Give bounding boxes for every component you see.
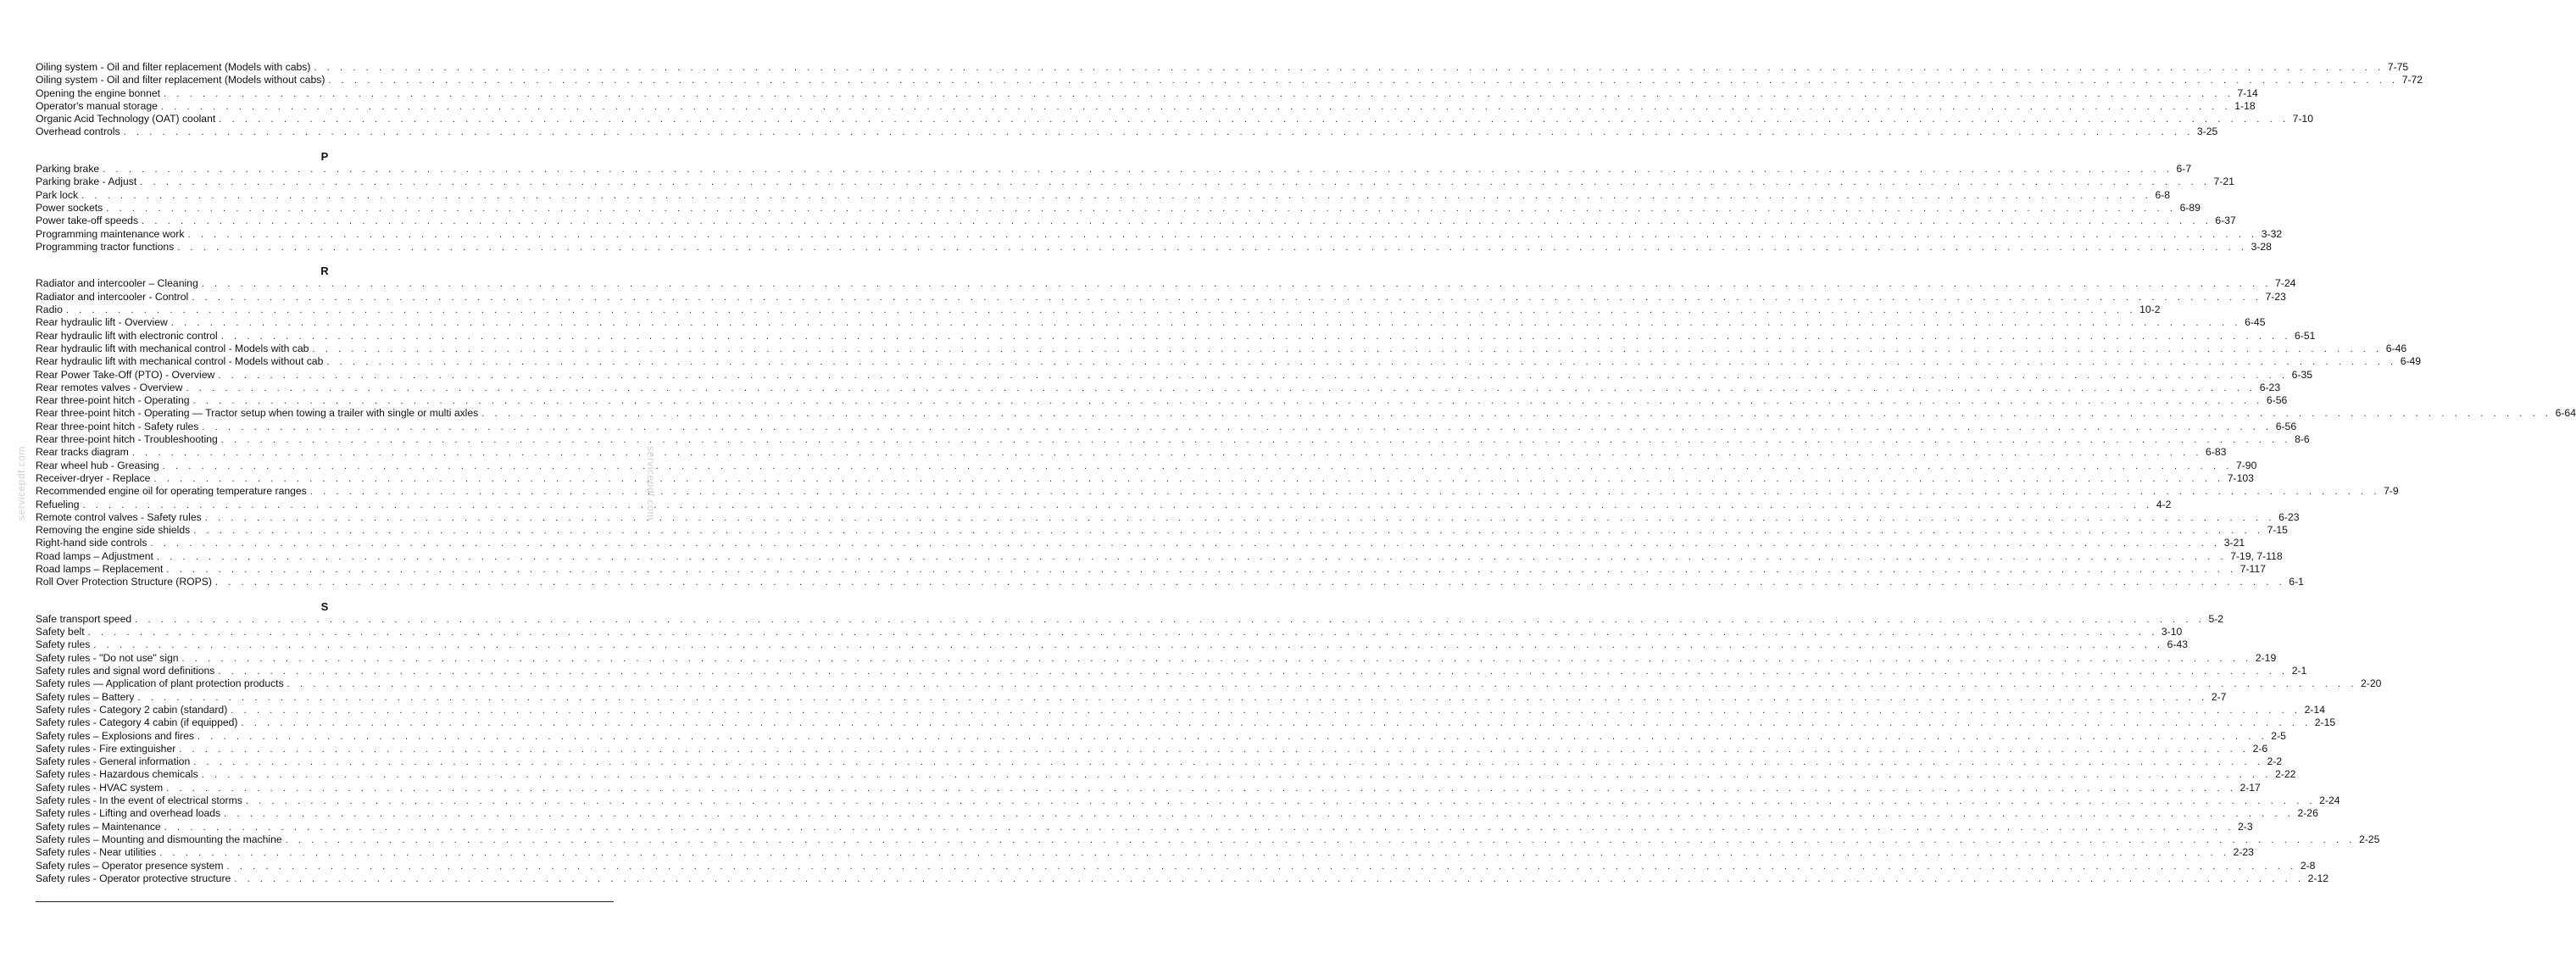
dot-leader: . . . . . . . . . . . . . . . . . . . . . . . . . . . . . . . . . . . . . . . . . . . . . . . . . . . . . . . . . . . . . . . . . . . . . . . . . . . . . . . . . . . . . . . . . . . . . . . . . . . . . . . . . . . . . . . . . . . . . . . . . . . . . . . . . . . . . . . . . . . . . . . . . . . . . . . . . . . . . . . .: [314, 63, 2384, 73]
entry-title: Refueling: [36, 498, 80, 510]
entry-title: Safety rules — Application of plant protection products: [36, 677, 284, 690]
index-entry[interactable]: [36, 86, 2258, 100]
index-entry[interactable]: [36, 651, 2277, 665]
index-section: [36, 149, 2283, 254]
dot-leader: . . . . . . . . . . . . . . . . . . . . . . . . . . . . . . . . . . . . . . . . . . . . . . . . . . . . . . . . . . . . . . . . . . . . . . . . . . . . . . . . . . . . . . . . . . . . . . . . . . . . . . . . . . . . . . . . . . . . . . . . . . . . . . . . . . . . . . . . . . . . . . . . . . . . . . . . . . . . . . . .: [153, 473, 2224, 484]
entry-title: Rear hydraulic lift with mechanical control - Models without cab: [36, 355, 324, 368]
entry-title: Remote control valves - Safety rules: [36, 510, 202, 523]
index-entry[interactable]: [36, 277, 2296, 290]
entry-page-number: 6-7: [2176, 163, 2192, 176]
entry-page-number: 7-9: [2384, 485, 2399, 498]
entry-page-number: 2-20: [2360, 677, 2382, 690]
entry-title: Rear three-point hitch - Troubleshooting: [36, 433, 218, 446]
dot-leader: . . . . . . . . . . . . . . . . . . . . . . . . . . . . . . . . . . . . . . . . . . . . . . . . . . . . . . . . . . . . . . . . . . . . . . . . . . . . . . . . . . . . . . . . . . . . . . . . . . . . . . . . . . . . . . . . . . . . . . . . . . . . . . . . . . . . . . . . . . . . . . . . . . . . . . . . . . . . . . . .: [164, 88, 2234, 99]
dot-leader: . . . . . . . . . . . . . . . . . . . . . . . . . . . . . . . . . . . . . . . . . . . . . . . . . . . . . . . . . . . . . . . . . . . . . . . . . . . . . . . . . . . . . . . . . . . . . . . . . . . . . . . . . . . . . . . . . . . . . . . . . . . . . . . . . . . . . . . . . . . . . . . . . . . . . . . . . . . . . . . .: [192, 292, 2262, 303]
dot-leader: . . . . . . . . . . . . . . . . . . . . . . . . . . . . . . . . . . . . . . . . . . . . . . . . . . . . . . . . . . . . . . . . . . . . . . . . . . . . . . . . . . . . . . . . . . . . . . . . . . . . . . . . . . . . . . . . . . . . . . . . . . . . . . . . . . . . . . . . . . . . . . . . . . . . . . . . . . . . . . . .: [234, 873, 2305, 884]
entry-page-number: 3-21: [2223, 537, 2245, 549]
dot-leader: . . . . . . . . . . . . . . . . . . . . . . . . . . . . . . . . . . . . . . . . . . . . . . . . . . . . . . . . . . . . . . . . . . . . . . . . . . . . . . . . . . . . . . . . . . . . . . . . . . . . . . . . . . . . . . . . . . . . . . . . . . . . . . . . . . . . . . . . . . . . . . . . . . . . . . . . . . . . . . . .: [197, 731, 2268, 742]
entry-page-number: 3-10: [2161, 626, 2183, 638]
dot-leader: . . . . . . . . . . . . . . . . . . . . . . . . . . . . . . . . . . . . . . . . . . . . . . . . . . . . . . . . . . . . . . . . . . . . . . . . . . . . . . . . . . . . . . . . . . . . . . . . . . . . . . . . . . . . . . . . . . . . . . . . . . . . . . . . . . . . . . . . . . . . . . . . . . . . . . . . . . . . . . . .: [326, 357, 2397, 368]
entry-title: Safety belt: [36, 626, 85, 638]
index-entry[interactable]: [36, 316, 2266, 329]
index-entry[interactable]: [36, 304, 2161, 316]
entry-title: Safety rules – Mounting and dismounting the machine: [36, 833, 282, 845]
entry-title: Road lamps – Replacement: [36, 562, 164, 575]
entry-title: Safety rules - Hazardous chemicals: [36, 768, 198, 781]
index-entry[interactable]: [36, 368, 2313, 382]
index-entry[interactable]: [36, 703, 2325, 716]
index-section: [36, 61, 2423, 139]
entry-page-number: 2-12: [2307, 872, 2329, 884]
dot-leader: . . . . . . . . . . . . . . . . . . . . . . . . . . . . . . . . . . . . . . . . . . . . . . . . . . . . . . . . . . . . . . . . . . . . . . . . . . . . . . . . . . . . . . . . . . . . . . . . . . . . . . . . . . . . . . . . . . . . . . . . . . . . . . . . . . . . . . . . . . . . . . . . . . . . . . . . . . . . . . . .: [164, 822, 2235, 833]
index-entry[interactable]: [36, 99, 2256, 113]
entry-title: Power sockets: [36, 201, 103, 214]
index-entry[interactable]: [36, 716, 2336, 729]
entry-title: Parking brake: [36, 163, 100, 176]
index-entry[interactable]: [36, 485, 2399, 498]
dot-leader: . . . . . . . . . . . . . . . . . . . . . . . . . . . . . . . . . . . . . . . . . . . . . . . . . . . . . . . . . . . . . . . . . . . . . . . . . . . . . . . . . . . . . . . . . . . . . . . . . . . . . . . . . . . . . . . . . . . . . . . . . . . . . . . . . . . . . . . . . . . . . . . . . . . . . . . . . . . . . . . .: [181, 653, 2252, 664]
index-entry[interactable]: [36, 61, 2409, 74]
index-entry[interactable]: [36, 729, 2286, 743]
index-entry[interactable]: [36, 562, 2266, 576]
entry-title: Radio: [36, 304, 63, 316]
dot-leader: . . . . . . . . . . . . . . . . . . . . . . . . . . . . . . . . . . . . . . . . . . . . . . . . . . . . . . . . . . . . . . . . . . . . . . . . . . . . . . . . . . . . . . . . . . . . . . . . . . . . . . . . . . . . . . . . . . . . . . . . . . . . . . . . . . . . . . . . . . . . . . . . . . . . . . . . . . . . . . . .: [231, 705, 2301, 716]
dot-leader: . . . . . . . . . . . . . . . . . . . . . . . . . . . . . . . . . . . . . . . . . . . . . . . . . . . . . . . . . . . . . . . . . . . . . . . . . . . . . . . . . . . . . . . . . . . . . . . . . . . . . . . . . . . . . . . . . . . . . . . . . . . . . . . . . . . . . . . . . . . . . . . . . . . . . . . . . . . . . . . .: [201, 770, 2273, 781]
entry-title: Safety rules – Battery: [36, 690, 135, 703]
index-entry[interactable]: [36, 188, 2171, 202]
entry-title: Rear three-point hitch - Operating: [36, 394, 190, 407]
entry-page-number: 7-21: [2213, 176, 2234, 188]
index-entry[interactable]: [36, 342, 2407, 355]
entry-page-number: 6-23: [2259, 381, 2281, 393]
entry-page-number: 2-2: [2267, 755, 2283, 768]
dot-leader: . . . . . . . . . . . . . . . . . . . . . . . . . . . . . . . . . . . . . . . . . . . . . . . . . . . . . . . . . . . . . . . . . . . . . . . . . . . . . . . . . . . . . . . . . . . . . . . . . . . . . . . . . . . . . . . . . . . . . . . . . . . . . . . . . . . . . . . . . . . . . . . . . . . . . . . . . . . . . . . .: [156, 551, 2228, 562]
entry-title: Recommended engine oil for operating temperature ranges: [36, 485, 307, 498]
entry-page-number: 6-64: [2555, 407, 2576, 420]
entry-page-number: 2-17: [2239, 781, 2261, 794]
entry-page-number: 4-2: [2156, 498, 2172, 510]
index-entry[interactable]: [36, 665, 2307, 677]
entry-page-number: 5-2: [2208, 612, 2224, 625]
entry-page-number: 7-14: [2237, 86, 2258, 99]
entry-title: Safety rules - Fire extinguisher: [36, 742, 176, 755]
entry-page-number: 2-23: [2233, 846, 2254, 859]
entry-page-number: 3-32: [2261, 227, 2283, 240]
entry-title: Radiator and intercooler - Control: [36, 290, 189, 303]
dot-leader: . . . . . . . . . . . . . . . . . . . . . . . . . . . . . . . . . . . . . . . . . . . . . . . . . . . . . . . . . . . . . . . . . . . . . . . . . . . . . . . . . . . . . . . . . . . . . . . . . . . . . . . . . . . . . . . . . . . . . . . . . . . . . . . . . . . . . . . . . . . . . . . . . . . . . . . . . . . . . . . .: [131, 448, 2203, 459]
entry-title: Park lock: [36, 188, 79, 201]
index-entry[interactable]: [36, 576, 2304, 588]
entry-title: Safety rules – Maintenance: [36, 820, 161, 833]
dot-leader: . . . . . . . . . . . . . . . . . . . . . . . . . . . . . . . . . . . . . . . . . . . . . . . . . . . . . . . . . . . . . . . . . . . . . . . . . . . . . . . . . . . . . . . . . . . . . . . . . . . . . . . . . . . . . . . . . . . . . . . . . . . . . . . . . . . . . . . . . . . . . . . . . . . . . . . . . . . . . . . .: [123, 127, 2194, 138]
dot-leader: . . . . . . . . . . . . . . . . . . . . . . . . . . . . . . . . . . . . . . . . . . . . . . . . . . . . . . . . . . . . . . . . . . . . . . . . . . . . . . . . . . . . . . . . . . . . . . . . . . . . . . . . . . . . . . . . . . . . . . . . . . . . . . . . . . . . . . . . . . . . . . . . . . . . . . . . . . . . . . . .: [179, 744, 2250, 755]
index-entry[interactable]: [36, 820, 2253, 833]
index-entry[interactable]: [36, 833, 2380, 846]
entry-title: Safety rules - General information: [36, 755, 191, 768]
entry-page-number: 2-22: [2275, 768, 2296, 781]
entry-page-number: 6-56: [2266, 394, 2288, 407]
entry-title: Operator's manual storage: [36, 99, 158, 112]
dot-leader: . . . . . . . . . . . . . . . . . . . . . . . . . . . . . . . . . . . . . . . . . . . . . . . . . . . . . . . . . . . . . . . . . . . . . . . . . . . . . . . . . . . . . . . . . . . . . . . . . . . . . . . . . . . . . . . . . . . . . . . . . . . . . . . . . . . . . . . . . . . . . . . . . . . . . . . . . . . . . . . .: [187, 229, 2258, 240]
section-letter: R: [320, 265, 329, 278]
dot-leader: . . . . . . . . . . . . . . . . . . . . . . . . . . . . . . . . . . . . . . . . . . . . . . . . . . . . . . . . . . . . . . . . . . . . . . . . . . . . . . . . . . . . . . . . . . . . . . . . . . . . . . . . . . . . . . . . . . . . . . . . . . . . . . . . . . . . . . . . . . . . . . . . . . . . . . . . . . . . . . . .: [150, 538, 2221, 549]
watermark-left: servicepdf.com: [15, 446, 27, 521]
index-entry[interactable]: [36, 612, 2224, 626]
entry-title: Rear remotes valves - Overview: [36, 381, 183, 393]
dot-leader: . . . . . . . . . . . . . . . . . . . . . . . . . . . . . . . . . . . . . . . . . . . . . . . . . . . . . . . . . . . . . . . . . . . . . . . . . . . . . . . . . . . . . . . . . . . . . . . . . . . . . . . . . . . . . . . . . . . . . . . . . . . . . . . . . . . . . . . . . . . . . . . . . . . . . . . . . . . . . . . .: [186, 382, 2256, 393]
entry-page-number: 1-18: [2234, 99, 2256, 112]
index-entry[interactable]: [36, 459, 2257, 472]
dot-leader: . . . . . . . . . . . . . . . . . . . . . . . . . . . . . . . . . . . . . . . . . . . . . . . . . . . . . . . . . . . . . . . . . . . . . . . . . . . . . . . . . . . . . . . . . . . . . . . . . . . . . . . . . . . . . . . . . . . . . . . . . . . . . . . . . . . . . . . . . . . . . . . . . . . . . . . . . . . . . . . .: [160, 101, 2232, 112]
index-entry[interactable]: [36, 510, 2300, 524]
entry-title: Safe transport speed: [36, 612, 132, 625]
entry-page-number: 6-45: [2245, 316, 2266, 329]
entry-page-number: 2-26: [2297, 807, 2318, 820]
dot-leader: . . . . . . . . . . . . . . . . . . . . . . . . . . . . . . . . . . . . . . . . . . . . . . . . . . . . . . . . . . . . . . . . . . . . . . . . . . . . . . . . . . . . . . . . . . . . . . . . . . . . . . . . . . . . . . . . . . . . . . . . . . . . . . . . . . . . . . . . . . . . . . . . . . . . . . . . . . . . . . . .: [87, 627, 2158, 638]
entry-title: Rear three-point hitch - Operating — Tractor setup when towing a trailer with single or multi axles: [36, 407, 479, 420]
dot-leader: . . . . . . . . . . . . . . . . . . . . . . . . . . . . . . . . . . . . . . . . . . . . . . . . . . . . . . . . . . . . . . . . . . . . . . . . . . . . . . . . . . . . . . . . . . . . . . . . . . . . . . . . . . . . . . . . . . . . . . . . . . . . . . . . . . . . . . . . . . . . . . . . . . . . . . . . . . . . . . . .: [201, 279, 2273, 290]
dot-leader: . . . . . . . . . . . . . . . . . . . . . . . . . . . . . . . . . . . . . . . . . . . . . . . . . . . . . . . . . . . . . . . . . . . . . . . . . . . . . . . . . . . . . . . . . . . . . . . . . . . . . . . . . . . . . . . . . . . . . . . . . . . . . . . . . . . . . . . . . . . . . . . . . . . . . . . . . . . . . . . .: [93, 640, 2164, 651]
index-section: [36, 599, 2382, 886]
entry-title: Safety rules - Category 2 cabin (standard): [36, 703, 228, 716]
index-entry[interactable]: [36, 329, 2316, 343]
dot-leader: . . . . . . . . . . . . . . . . . . . . . . . . . . . . . . . . . . . . . . . . . . . . . . . . . . . . . . . . . . . . . . . . . . . . . . . . . . . . . . . . . . . . . . . . . . . . . . . . . . . . . . . . . . . . . . . . . . . . . . . . . . . . . . . . . . . . . . . . . . . . . . . . . . . . . . . . . . . . . . . .: [220, 331, 2292, 342]
dot-leader: . . . . . . . . . . . . . . . . . . . . . . . . . . . . . . . . . . . . . . . . . . . . . . . . . . . . . . . . . . . . . . . . . . . . . . . . . . . . . . . . . . . . . . . . . . . . . . . . . . . . . . . . . . . . . . . . . . . . . . . . . . . . . . . . . . . . . . . . . . . . . . . . . . . . . . . . . . . . . . . .: [193, 757, 2264, 768]
entry-page-number: 7-19, 7-118: [2230, 549, 2283, 562]
index-entry[interactable]: [36, 524, 2288, 537]
entry-page-number: 2-6: [2252, 742, 2268, 755]
entry-page-number: 7-75: [2387, 61, 2409, 73]
dot-leader: . . . . . . . . . . . . . . . . . . . . . . . . . . . . . . . . . . . . . . . . . . . . . . . . . . . . . . . . . . . . . . . . . . . . . . . . . . . . . . . . . . . . . . . . . . . . . . . . . . . . . . . . . . . . . . . . . . . . . . . . . . . . . . . . . . . . . . . . . . . . . . . . . . . . . . . . . . . . . . . .: [285, 834, 2356, 845]
dot-leader: . . . . . . . . . . . . . . . . . . . . . . . . . . . . . . . . . . . . . . . . . . . . . . . . . . . . . . . . . . . . . . . . . . . . . . . . . . . . . . . . . . . . . . . . . . . . . . . . . . . . . . . . . . . . . . . . . . . . . . . . . . . . . . . . . . . . . . . . . . . . . . . . . . . . . . . . . . . . . . . .: [193, 526, 2264, 537]
entry-page-number: 2-5: [2271, 729, 2286, 742]
entry-title: Safety rules - Category 4 cabin (if equipped): [36, 716, 238, 729]
index-entry[interactable]: [36, 240, 2272, 254]
entry-page-number: 2-7: [2211, 690, 2227, 703]
entry-page-number: 2-3: [2238, 820, 2253, 833]
dot-leader: . . . . . . . . . . . . . . . . . . . . . . . . . . . . . . . . . . . . . . . . . . . . . . . . . . . . . . . . . . . . . . . . . . . . . . . . . . . . . . . . . . . . . . . . . . . . . . . . . . . . . . . . . . . . . . . . . . . . . . . . . . . . . . . . . . . . . . . . . . . . . . . . . . . . . . . . . . . . . . . .: [312, 343, 2383, 354]
index-entry[interactable]: [36, 677, 2382, 690]
entry-page-number: 2-24: [2319, 794, 2340, 807]
section-letter: P: [320, 149, 329, 163]
entry-title: Safety rules – Explosions and fires: [36, 729, 194, 742]
dot-leader: . . . . . . . . . . . . . . . . . . . . . . . . . . . . . . . . . . . . . . . . . . . . . . . . . . . . . . . . . . . . . . . . . . . . . . . . . . . . . . . . . . . . . . . . . . . . . . . . . . . . . . . . . . . . . . . . . . . . . . . . . . . . . . . . . . . . . . . . . . . . . . . . . . . . . . . . . . . . . . . .: [202, 421, 2273, 432]
dot-leader: . . . . . . . . . . . . . . . . . . . . . . . . . . . . . . . . . . . . . . . . . . . . . . . . . . . . . . . . . . . . . . . . . . . . . . . . . . . . . . . . . . . . . . . . . . . . . . . . . . . . . . . . . . . . . . . . . . . . . . . . . . . . . . . . . . . . . . . . . . . . . . . . . . . . . . . . . . . . . . . .: [170, 318, 2242, 329]
entry-title: Rear hydraulic lift with electronic control: [36, 329, 218, 342]
entry-title: Opening the engine bonnet: [36, 86, 161, 99]
entry-title: Removing the engine side shields: [36, 524, 191, 537]
index-entry[interactable]: [36, 215, 2236, 227]
index-entry[interactable]: [36, 794, 2340, 807]
dot-leader: . . . . . . . . . . . . . . . . . . . . . . . . . . . . . . . . . . . . . . . . . . . . . . . . . . . . . . . . . . . . . . . . . . . . . . . . . . . . . . . . . . . . . . . . . . . . . . . . . . . . . . . . . . . . . . . . . . . . . . . . . . . . . . . . . . . . . . . . . . . . . . . . . . . . . . . . . . . . . . . .: [220, 435, 2292, 446]
section-letter: S: [320, 599, 329, 613]
entry-page-number: 3-28: [2251, 240, 2272, 253]
entry-page-number: 6-51: [2295, 329, 2316, 342]
entry-title: Receiver-dryer - Replace: [36, 471, 151, 484]
dot-leader: . . . . . . . . . . . . . . . . . . . . . . . . . . . . . . . . . . . . . . . . . . . . . . . . . . . . . . . . . . . . . . . . . . . . . . . . . . . . . . . . . . . . . . . . . . . . . . . . . . . . . . . . . . . . . . . . . . . . . . . . . . . . . . . . . . . . . . . . . . . . . . . . . . . . . . . . . . . . . . . .: [166, 564, 2237, 575]
entry-page-number: 7-24: [2275, 277, 2296, 290]
page-divider: [36, 901, 614, 902]
entry-title: Rear hydraulic lift with mechanical control - Models with cab: [36, 342, 309, 354]
entry-title: Radiator and intercooler – Cleaning: [36, 277, 198, 290]
dot-leader: . . . . . . . . . . . . . . . . . . . . . . . . . . . . . . . . . . . . . . . . . . . . . . . . . . . . . . . . . . . . . . . . . . . . . . . . . . . . . . . . . . . . . . . . . . . . . . . . . . . . . . . . . . . . . . . . . . . . . . . . . . . . . . . . . . . . . . . . . . . . . . . . . . . . . . . . . . . . . . . .: [65, 305, 2137, 316]
index-entry[interactable]: [36, 381, 2281, 394]
entry-page-number: 8-6: [2295, 433, 2310, 446]
index-entry[interactable]: [36, 755, 2283, 768]
index-entry[interactable]: [36, 768, 2296, 781]
dot-leader: . . . . . . . . . . . . . . . . . . . . . . . . . . . . . . . . . . . . . . . . . . . . . . . . . . . . . . . . . . . . . . . . . . . . . . . . . . . . . . . . . . . . . . . . . . . . . . . . . . . . . . . . . . . . . . . . . . . . . . . . . . . . . . . . . . . . . . . . . . . . . . . . . . . . . . . . . . . . . . . .: [226, 861, 2297, 872]
entry-title: Organic Acid Technology (OAT) coolant: [36, 113, 216, 125]
entry-page-number: 2-1: [2291, 665, 2307, 677]
dot-leader: . . . . . . . . . . . . . . . . . . . . . . . . . . . . . . . . . . . . . . . . . . . . . . . . . . . . . . . . . . . . . . . . . . . . . . . . . . . . . . . . . . . . . . . . . . . . . . . . . . . . . . . . . . . . . . . . . . . . . . . . . . . . . . . . . . . . . . . . . . . . . . . . . . . . . . . . . . . . . . . .: [135, 614, 2206, 625]
index-entry[interactable]: [36, 74, 2423, 86]
dot-leader: . . . . . . . . . . . . . . . . . . . . . . . . . . . . . . . . . . . . . . . . . . . . . . . . . . . . . . . . . . . . . . . . . . . . . . . . . . . . . . . . . . . . . . . . . . . . . . . . . . . . . . . . . . . . . . . . . . . . . . . . . . . . . . . . . . . . . . . . . . . . . . . . . . . . . . . . . . . . . . . .: [162, 460, 2233, 471]
dot-leader: . . . . . . . . . . . . . . . . . . . . . . . . . . . . . . . . . . . . . . . . . . . . . . . . . . . . . . . . . . . . . . . . . . . . . . . . . . . . . . . . . . . . . . . . . . . . . . . . . . . . . . . . . . . . . . . . . . . . . . . . . . . . . . . . . . . . . . . . . . . . . . . . . . . . . . . . . . . . . . . .: [142, 216, 2212, 227]
entry-title: Safety rules - Near utilities: [36, 846, 157, 859]
index-entry[interactable]: [36, 537, 2245, 549]
entry-page-number: 7-117: [2239, 562, 2266, 575]
entry-title: Right-hand side controls: [36, 537, 147, 549]
dot-leader: . . . . . . . . . . . . . . . . . . . . . . . . . . . . . . . . . . . . . . . . . . . . . . . . . . . . . . . . . . . . . . . . . . . . . . . . . . . . . . . . . . . . . . . . . . . . . . . . . . . . . . . . . . . . . . . . . . . . . . . . . . . . . . . . . . . . . . . . . . . . . . . . . . . . . . . . . . . . . . . .: [106, 203, 2177, 214]
entry-page-number: 7-72: [2401, 74, 2423, 86]
index-entry[interactable]: [36, 113, 2313, 125]
dot-leader: . . . . . . . . . . . . . . . . . . . . . . . . . . . . . . . . . . . . . . . . . . . . . . . . . . . . . . . . . . . . . . . . . . . . . . . . . . . . . . . . . . . . . . . . . . . . . . . . . . . . . . . . . . . . . . . . . . . . . . . . . . . . . . . . . . . . . . . . . . . . . . . . . . . . . . . . . . . . . . . .: [224, 809, 2295, 820]
dot-leader: . . . . . . . . . . . . . . . . . . . . . . . . . . . . . . . . . . . . . . . . . . . . . . . . . . . . . . . . . . . . . . . . . . . . . . . . . . . . . . . . . . . . . . . . . . . . . . . . . . . . . . . . . . . . . . . . . . . . . . . . . . . . . . . . . . . . . . . . . . . . . . . . . . . . . . . . . . . . . . . .: [177, 242, 2248, 253]
index-entry[interactable]: [36, 638, 2189, 651]
entry-title: Power take-off speeds: [36, 215, 139, 227]
entry-page-number: 7-23: [2265, 290, 2286, 303]
entry-title: Rear three-point hitch - Safety rules: [36, 420, 199, 432]
index-entry[interactable]: [36, 781, 2261, 794]
index-entry[interactable]: [36, 407, 2576, 420]
entry-title: Safety rules - In the event of electrical storms: [36, 794, 242, 807]
entry-page-number: 6-35: [2291, 368, 2313, 381]
dot-leader: . . . . . . . . . . . . . . . . . . . . . . . . . . . . . . . . . . . . . . . . . . . . . . . . . . . . . . . . . . . . . . . . . . . . . . . . . . . . . . . . . . . . . . . . . . . . . . . . . . . . . . . . . . . . . . . . . . . . . . . . . . . . . . . . . . . . . . . . . . . . . . . . . . . . . . . . . . . . . . . .: [309, 487, 2381, 498]
index-entry[interactable]: [36, 290, 2286, 304]
entry-page-number: 3-25: [2196, 125, 2218, 138]
entry-page-number: 7-15: [2267, 524, 2288, 537]
entry-title: Oiling system - Oil and filter replacement (Models with cabs): [36, 61, 311, 73]
dot-leader: . . . . . . . . . . . . . . . . . . . . . . . . . . . . . . . . . . . . . . . . . . . . . . . . . . . . . . . . . . . . . . . . . . . . . . . . . . . . . . . . . . . . . . . . . . . . . . . . . . . . . . . . . . . . . . . . . . . . . . . . . . . . . . . . . . . . . . . . . . . . . . . . . . . . . . . . . . . . . . . .: [481, 409, 2552, 420]
entry-title: Safety rules – Operator presence system: [36, 859, 224, 872]
entry-title: Safety rules - Operator protective structure: [36, 872, 231, 884]
entry-page-number: 6-43: [2167, 638, 2189, 651]
dot-leader: . . . . . . . . . . . . . . . . . . . . . . . . . . . . . . . . . . . . . . . . . . . . . . . . . . . . . . . . . . . . . . . . . . . . . . . . . . . . . . . . . . . . . . . . . . . . . . . . . . . . . . . . . . . . . . . . . . . . . . . . . . . . . . . . . . . . . . . . . . . . . . . . . . . . . . . . . . . . . . . .: [159, 848, 2230, 859]
entry-title: Safety rules - Lifting and overhead loads: [36, 807, 221, 820]
dot-leader: . . . . . . . . . . . . . . . . . . . . . . . . . . . . . . . . . . . . . . . . . . . . . . . . . . . . . . . . . . . . . . . . . . . . . . . . . . . . . . . . . . . . . . . . . . . . . . . . . . . . . . . . . . . . . . . . . . . . . . . . . . . . . . . . . . . . . . . . . . . . . . . . . . . . . . . . . . . . . . . .: [241, 718, 2312, 729]
entry-page-number: 10-2: [2139, 304, 2161, 316]
entry-title: Programming maintenance work: [36, 227, 185, 240]
entry-title: Safety rules - "Do not use" sign: [36, 651, 179, 664]
index-entry[interactable]: [36, 807, 2318, 820]
index-entry[interactable]: [36, 690, 2227, 704]
dot-leader: . . . . . . . . . . . . . . . . . . . . . . . . . . . . . . . . . . . . . . . . . . . . . . . . . . . . . . . . . . . . . . . . . . . . . . . . . . . . . . . . . . . . . . . . . . . . . . . . . . . . . . . . . . . . . . . . . . . . . . . . . . . . . . . . . . . . . . . . . . . . . . . . . . . . . . . . . . . . . . . .: [81, 190, 2152, 201]
entry-title: Safety rules - HVAC system: [36, 781, 164, 794]
index-entry[interactable]: [36, 355, 2422, 368]
index-entry[interactable]: [36, 125, 2218, 138]
dot-leader: . . . . . . . . . . . . . . . . . . . . . . . . . . . . . . . . . . . . . . . . . . . . . . . . . . . . . . . . . . . . . . . . . . . . . . . . . . . . . . . . . . . . . . . . . . . . . . . . . . . . . . . . . . . . . . . . . . . . . . . . . . . . . . . . . . . . . . . . . . . . . . . . . . . . . . . . . . . . . . . .: [166, 783, 2237, 794]
entry-title: Rear wheel hub - Greasing: [36, 459, 159, 471]
index-entry[interactable]: [36, 549, 2283, 563]
dot-leader: . . . . . . . . . . . . . . . . . . . . . . . . . . . . . . . . . . . . . . . . . . . . . . . . . . . . . . . . . . . . . . . . . . . . . . . . . . . . . . . . . . . . . . . . . . . . . . . . . . . . . . . . . . . . . . . . . . . . . . . . . . . . . . . . . . . . . . . . . . . . . . . . . . . . . . . . . . . . . . . .: [140, 177, 2211, 188]
entry-page-number: 2-19: [2255, 651, 2277, 664]
entry-title: Programming tractor functions: [36, 240, 175, 253]
dot-leader: . . . . . . . . . . . . . . . . . . . . . . . . . . . . . . . . . . . . . . . . . . . . . . . . . . . . . . . . . . . . . . . . . . . . . . . . . . . . . . . . . . . . . . . . . . . . . . . . . . . . . . . . . . . . . . . . . . . . . . . . . . . . . . . . . . . . . . . . . . . . . . . . . . . . . . . . . . . . . . . .: [214, 577, 2286, 588]
dot-leader: . . . . . . . . . . . . . . . . . . . . . . . . . . . . . . . . . . . . . . . . . . . . . . . . . . . . . . . . . . . . . . . . . . . . . . . . . . . . . . . . . . . . . . . . . . . . . . . . . . . . . . . . . . . . . . . . . . . . . . . . . . . . . . . . . . . . . . . . . . . . . . . . . . . . . . . . . . . . . . . .: [287, 679, 2357, 690]
entry-title: Overhead controls: [36, 125, 120, 138]
dot-leader: . . . . . . . . . . . . . . . . . . . . . . . . . . . . . . . . . . . . . . . . . . . . . . . . . . . . . . . . . . . . . . . . . . . . . . . . . . . . . . . . . . . . . . . . . . . . . . . . . . . . . . . . . . . . . . . . . . . . . . . . . . . . . . . . . . . . . . . . . . . . . . . . . . . . . . . . . . . . . . . .: [82, 499, 2153, 510]
index-entry[interactable]: [36, 498, 2172, 511]
entry-page-number: 2-8: [2300, 859, 2316, 872]
dot-leader: . . . . . . . . . . . . . . . . . . . . . . . . . . . . . . . . . . . . . . . . . . . . . . . . . . . . . . . . . . . . . . . . . . . . . . . . . . . . . . . . . . . . . . . . . . . . . . . . . . . . . . . . . . . . . . . . . . . . . . . . . . . . . . . . . . . . . . . . . . . . . . . . . . . . . . . . . . . . . . . .: [219, 114, 2289, 125]
index-entry[interactable]: [36, 227, 2283, 241]
dot-leader: . . . . . . . . . . . . . . . . . . . . . . . . . . . . . . . . . . . . . . . . . . . . . . . . . . . . . . . . . . . . . . . . . . . . . . . . . . . . . . . . . . . . . . . . . . . . . . . . . . . . . . . . . . . . . . . . . . . . . . . . . . . . . . . . . . . . . . . . . . . . . . . . . . . . . . . . . . . . . . . .: [204, 512, 2276, 523]
index-entry[interactable]: [36, 859, 2316, 872]
entry-page-number: 6-23: [2278, 510, 2300, 523]
index-entry[interactable]: [36, 626, 2183, 638]
entry-title: Safety rules: [36, 638, 91, 651]
entry-page-number: 6-56: [2275, 420, 2297, 432]
dot-leader: . . . . . . . . . . . . . . . . . . . . . . . . . . . . . . . . . . . . . . . . . . . . . . . . . . . . . . . . . . . . . . . . . . . . . . . . . . . . . . . . . . . . . . . . . . . . . . . . . . . . . . . . . . . . . . . . . . . . . . . . . . . . . . . . . . . . . . . . . . . . . . . . . . . . . . . . . . . . . . . .: [218, 666, 2289, 677]
entry-title: Oiling system - Oil and filter replacement (Models without cabs): [36, 74, 325, 86]
dot-leader: . . . . . . . . . . . . . . . . . . . . . . . . . . . . . . . . . . . . . . . . . . . . . . . . . . . . . . . . . . . . . . . . . . . . . . . . . . . . . . . . . . . . . . . . . . . . . . . . . . . . . . . . . . . . . . . . . . . . . . . . . . . . . . . . . . . . . . . . . . . . . . . . . . . . . . . . . . . . . . . .: [137, 692, 2208, 703]
entry-page-number: 2-14: [2304, 703, 2325, 716]
index-entry[interactable]: [36, 201, 2200, 215]
entry-page-number: 6-37: [2215, 215, 2236, 227]
entry-page-number: 2-25: [2358, 833, 2380, 845]
entry-title: Safety rules and signal word definitions: [36, 665, 215, 677]
entry-title: Rear Power Take-Off (PTO) - Overview: [36, 368, 215, 381]
index-entry[interactable]: [36, 872, 2329, 885]
entry-page-number: 7-103: [2227, 471, 2254, 484]
index-entry[interactable]: [36, 176, 2234, 188]
entry-title: Parking brake - Adjust: [36, 176, 137, 188]
entry-page-number: 6-46: [2385, 342, 2407, 354]
dot-leader: . . . . . . . . . . . . . . . . . . . . . . . . . . . . . . . . . . . . . . . . . . . . . . . . . . . . . . . . . . . . . . . . . . . . . . . . . . . . . . . . . . . . . . . . . . . . . . . . . . . . . . . . . . . . . . . . . . . . . . . . . . . . . . . . . . . . . . . . . . . . . . . . . . . . . . . . . . . . . . . .: [218, 370, 2289, 381]
entry-page-number: 6-49: [2400, 355, 2422, 368]
entry-title: Roll Over Protection Structure (ROPS): [36, 576, 212, 588]
index-entry[interactable]: [36, 163, 2192, 176]
entry-page-number: 2-15: [2314, 716, 2336, 729]
entry-page-number: 6-89: [2179, 201, 2200, 214]
entry-page-number: 6-83: [2206, 446, 2227, 459]
index-entry[interactable]: [36, 471, 2254, 485]
index-entry[interactable]: [36, 742, 2268, 755]
dot-leader: . . . . . . . . . . . . . . . . . . . . . . . . . . . . . . . . . . . . . . . . . . . . . . . . . . . . . . . . . . . . . . . . . . . . . . . . . . . . . . . . . . . . . . . . . . . . . . . . . . . . . . . . . . . . . . . . . . . . . . . . . . . . . . . . . . . . . . . . . . . . . . . . . . . . . . . . . . . . . . . .: [245, 796, 2317, 807]
entry-page-number: 6-8: [2155, 188, 2171, 201]
index-entry[interactable]: [36, 846, 2254, 859]
index-entry[interactable]: [36, 433, 2310, 446]
entry-title: Road lamps – Adjustment: [36, 549, 153, 562]
index-entry[interactable]: [36, 420, 2297, 433]
index-entry[interactable]: [36, 394, 2288, 407]
entry-title: Rear tracks diagram: [36, 446, 129, 459]
dot-leader: . . . . . . . . . . . . . . . . . . . . . . . . . . . . . . . . . . . . . . . . . . . . . . . . . . . . . . . . . . . . . . . . . . . . . . . . . . . . . . . . . . . . . . . . . . . . . . . . . . . . . . . . . . . . . . . . . . . . . . . . . . . . . . . . . . . . . . . . . . . . . . . . . . . . . . . . . . . . . . . .: [103, 164, 2173, 176]
entry-title: Rear hydraulic lift - Overview: [36, 316, 168, 329]
index-entry[interactable]: [36, 446, 2227, 459]
entry-page-number: 7-90: [2235, 459, 2257, 471]
dot-leader: . . . . . . . . . . . . . . . . . . . . . . . . . . . . . . . . . . . . . . . . . . . . . . . . . . . . . . . . . . . . . . . . . . . . . . . . . . . . . . . . . . . . . . . . . . . . . . . . . . . . . . . . . . . . . . . . . . . . . . . . . . . . . . . . . . . . . . . . . . . . . . . . . . . . . . . . . . . . . . . .: [192, 396, 2263, 407]
dot-leader: . . . . . . . . . . . . . . . . . . . . . . . . . . . . . . . . . . . . . . . . . . . . . . . . . . . . . . . . . . . . . . . . . . . . . . . . . . . . . . . . . . . . . . . . . . . . . . . . . . . . . . . . . . . . . . . . . . . . . . . . . . . . . . . . . . . . . . . . . . . . . . . . . . . . . . . . . . . . . . . .: [328, 75, 2399, 86]
watermark-right: servicepdf.com: [645, 446, 657, 521]
entry-page-number: 7-10: [2292, 113, 2313, 125]
entry-page-number: 6-1: [2289, 576, 2304, 588]
